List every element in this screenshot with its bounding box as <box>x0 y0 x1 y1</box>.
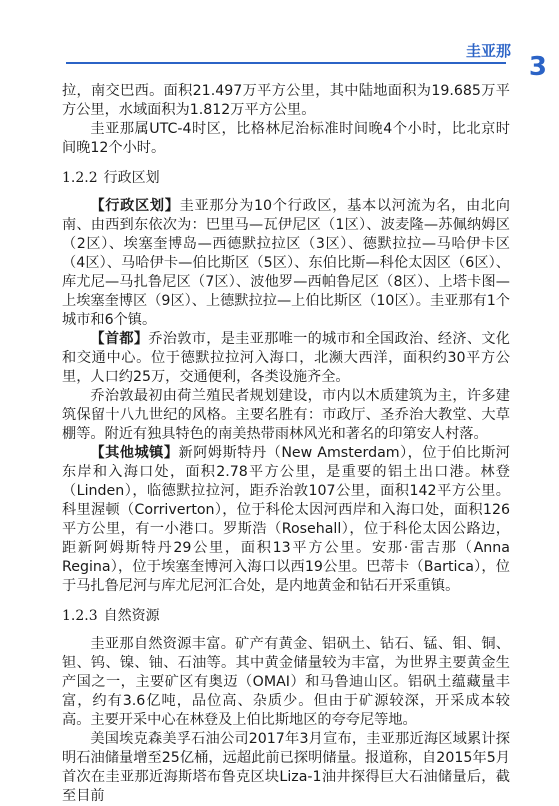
page-body <box>62 82 510 806</box>
paragraph-georgetown-history: 乔治敦最初由荷兰殖民者规划建设，市内以木质建筑为主，许多建筑保留十八九世纪的风格。主要名胜有：市政厅、圣乔治大教堂、大草棚等。附近有独具特色的南美热带雨林风光和著名的印第安人村落。 <box>62 388 510 442</box>
paragraph-text: 新阿姆斯特丹（New Amsterdam），位于伯比斯河东岸和入海口处，面积2.78平方公里，是重要的铝土出口港。林登（Linden），临德默拉拉河，距乔治敦107公里，面积142平方公里。科里渥顿（Corriverton），位于科伦太因河西岸和入海口处，面积126平方公里，有一小港口。罗斯浩（Rosehall），位于科伦太因公路边，距新阿姆斯特丹29公里，面积13平方公里。安那·雷吉那（Anna Regina），位于埃塞奎博河入海口以西19公里。巴蒂卡（Bartica），位于马扎鲁尼河与库尤尼河汇合处，是内地黄金和钻石开采重镇。 <box>62 445 510 594</box>
paragraph-administrative-divisions <box>62 197 510 330</box>
paragraph-capital <box>62 330 510 387</box>
section-heading-administrative <box>62 168 510 188</box>
section-heading-natural-resources <box>62 606 510 626</box>
section-title-text: 行政区划 <box>103 170 160 186</box>
tag-label: 【首都】 <box>90 331 149 347</box>
tag-label: 【行政区划】 <box>90 198 180 214</box>
header-rule <box>66 62 506 64</box>
section-title-text: 自然资源 <box>103 608 160 624</box>
paragraph-oil: 美国埃克森美孚石油公司2017年3月宣布，圭亚那近海区域累计探明石油储量增至25亿桶，远超此前已探明储量。报道称，自2015年5月首次在圭亚那近海斯塔布鲁克区块Liza-1油井探得巨大石油储量后，截至目前 <box>62 731 510 804</box>
paragraph-text: 乔治敦市，是圭亚那唯一的城市和全国政治、经济、文化和交通中心。位于德默拉拉河入海口，北濒大西洋，面积约30平方公里，人口约25万，交通便利，各类设施齐全。 <box>62 331 510 385</box>
paragraph-timezone: 圭亚那属UTC-4时区，比格林尼治标准时间晚4个小时，比北京时间晚12个小时。 <box>62 121 510 156</box>
tag-label: 【其他城镇】 <box>90 445 179 461</box>
paragraph-text: 圭亚那分为10个行政区，基本以河流为名，由北向南、由西到东依次为：巴里马—瓦伊尼区（1区）、波麦隆—苏佩纳姆区（2区）、埃塞奎博岛—西德默拉拉区（3区）、德默拉拉—马哈伊卡区（4区）、马哈伊卡—伯比斯区（5区）、东伯比斯—科伦太因区（6区）、库尤尼—马扎鲁尼区（7区）、波他罗—西帕鲁尼区（8区）、上塔卡图—上埃塞奎博区（9区）、上德默拉拉—上伯比斯区（10区）。圭亚那有1个城市和6个镇。 <box>62 198 510 328</box>
section-number: 1.2.3 <box>62 608 98 624</box>
paragraph-minerals: 圭亚那自然资源丰富。矿产有黄金、铝矾土、钻石、锰、钼、铜、钽、钨、镍、铀、石油等。其中黄金储量较为丰富，为世界主要黄金生产国之一，主要矿区有奥迈（OMAI）和马鲁迪山区。铝矾土蕴藏量丰富，约有3.6亿吨，品位高、杂质少。但由于矿源较深，开采成本较高。主要开采中心在林登及上伯比斯地区的夸夸尼等地。 <box>62 636 510 728</box>
running-header-title: 圭亚那 <box>465 42 511 60</box>
page-header <box>0 0 559 80</box>
section-number: 1.2.2 <box>62 170 98 186</box>
paragraph-other-towns <box>62 444 510 596</box>
paragraph-area-continued: 拉，南交巴西。面积21.497万平方公里，其中陆地面积为19.685万平方公里，水域面积为1.812万平方公里。 <box>62 83 510 118</box>
page-number: 3 <box>528 52 547 82</box>
